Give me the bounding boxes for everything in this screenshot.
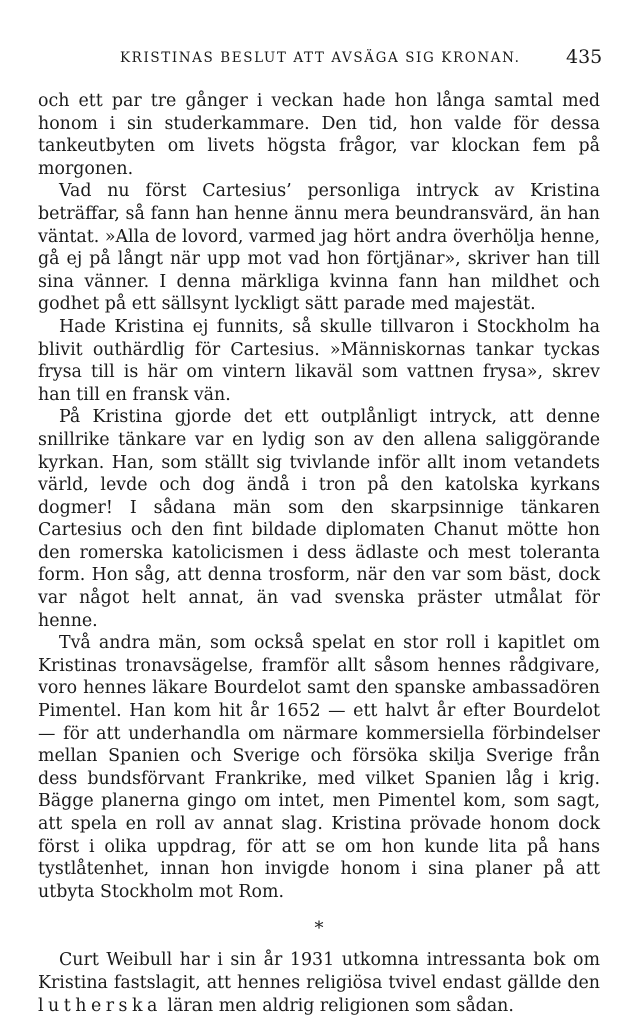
page-number: 435 [566,46,603,68]
paragraph-4: På Kristina gjorde det ett outplånligt intryck, att denne snillrike tänkare var en lydig son av den allena saliggörande kyrkan. Han, som ställt sig tvivlande inför allt inom vetandets värld, levde och dog ändå i tron på den katolska kyrkans dogmer! I sådana män som den skarpsinnige tänkaren Cartesius och den fint bildade diplomaten Chanut mötte hon den romerska katolicismen i dess ädlaste och mest toleranta form. Hon såg, att denna trosform, när den var som bäst, dock var något helt annat, än vad svenska präster utmålat för henne. [38,407,600,631]
emphasized-word: lutherska [38,995,162,1016]
paragraph-6 [38,949,600,1017]
section-separator: * [314,918,324,940]
body-text [38,90,600,1017]
paragraph-2: Vad nu först Cartesius’ personliga intryck av Kristina beträffar, så fann han henne ännu mera beundransvärd, än han väntat. »Alla de lovord, varmed jag hört andra överhölja henne, gå ej på långt när upp mot vad hon förtjänar», skriver han till sina vänner. I denna märkliga kvinna fann han mildhet och godhet på ett sällsynt lyckligt sätt parade med majestät. [38,181,600,315]
paragraph-1: och ett par tre gånger i veckan hade hon långa samtal med honom i sin studerkammare. Den tid, hon valde för dessa tankeutbyten om livets högsta frågor, var klockan fem på morgonen. [38,91,600,179]
running-head: KRISTINAS BESLUT ATT AVSÄGA SIG KRONAN. [120,50,521,66]
paragraph-6-text-before: Curt Weibull har i sin år 1931 utkomna intressanta bok om Kristina fastslagit, att hennes religiösa tvivel endast gällde den [38,950,600,993]
paragraph-3: Hade Kristina ej funnits, så skulle tillvaron i Stockholm ha blivit outhärdlig för Cartesius. »Människornas tankar tyckas frysa till is här om vintern likaväl som vattnen frysa», skrev han till en fransk vän. [38,316,600,405]
paragraph-6-text-after: läran men aldrig religionen som sådan. [161,995,514,1016]
paragraph-5: Två andra män, som också spelat en stor roll i kapitlet om Kristinas tronavsägelse, framför allt såsom hennes rådgivare, voro hennes läkare Bourdelot samt den spanske ambassadören Pimentel. Han kom hit år 1652 — ett halvt år efter Bourdelot — för att underhandla om närmare kommersiella förbindelser mellan Spanien och Sverige och försöka skilja Sverige från dess bundsförvant Frankrike, med vilket Spanien låg i krig. Bägge planerna gingo om intet, men Pimentel kom, som sagt, att spela en roll av annat slag. Kristina prövade honom dock först i olika uppdrag, för att se om hon kunde lita på hans tystlåtenhet, innan hon invigde honom i sina planer på att utbyta Stockholm mot Rom. [38,633,600,902]
